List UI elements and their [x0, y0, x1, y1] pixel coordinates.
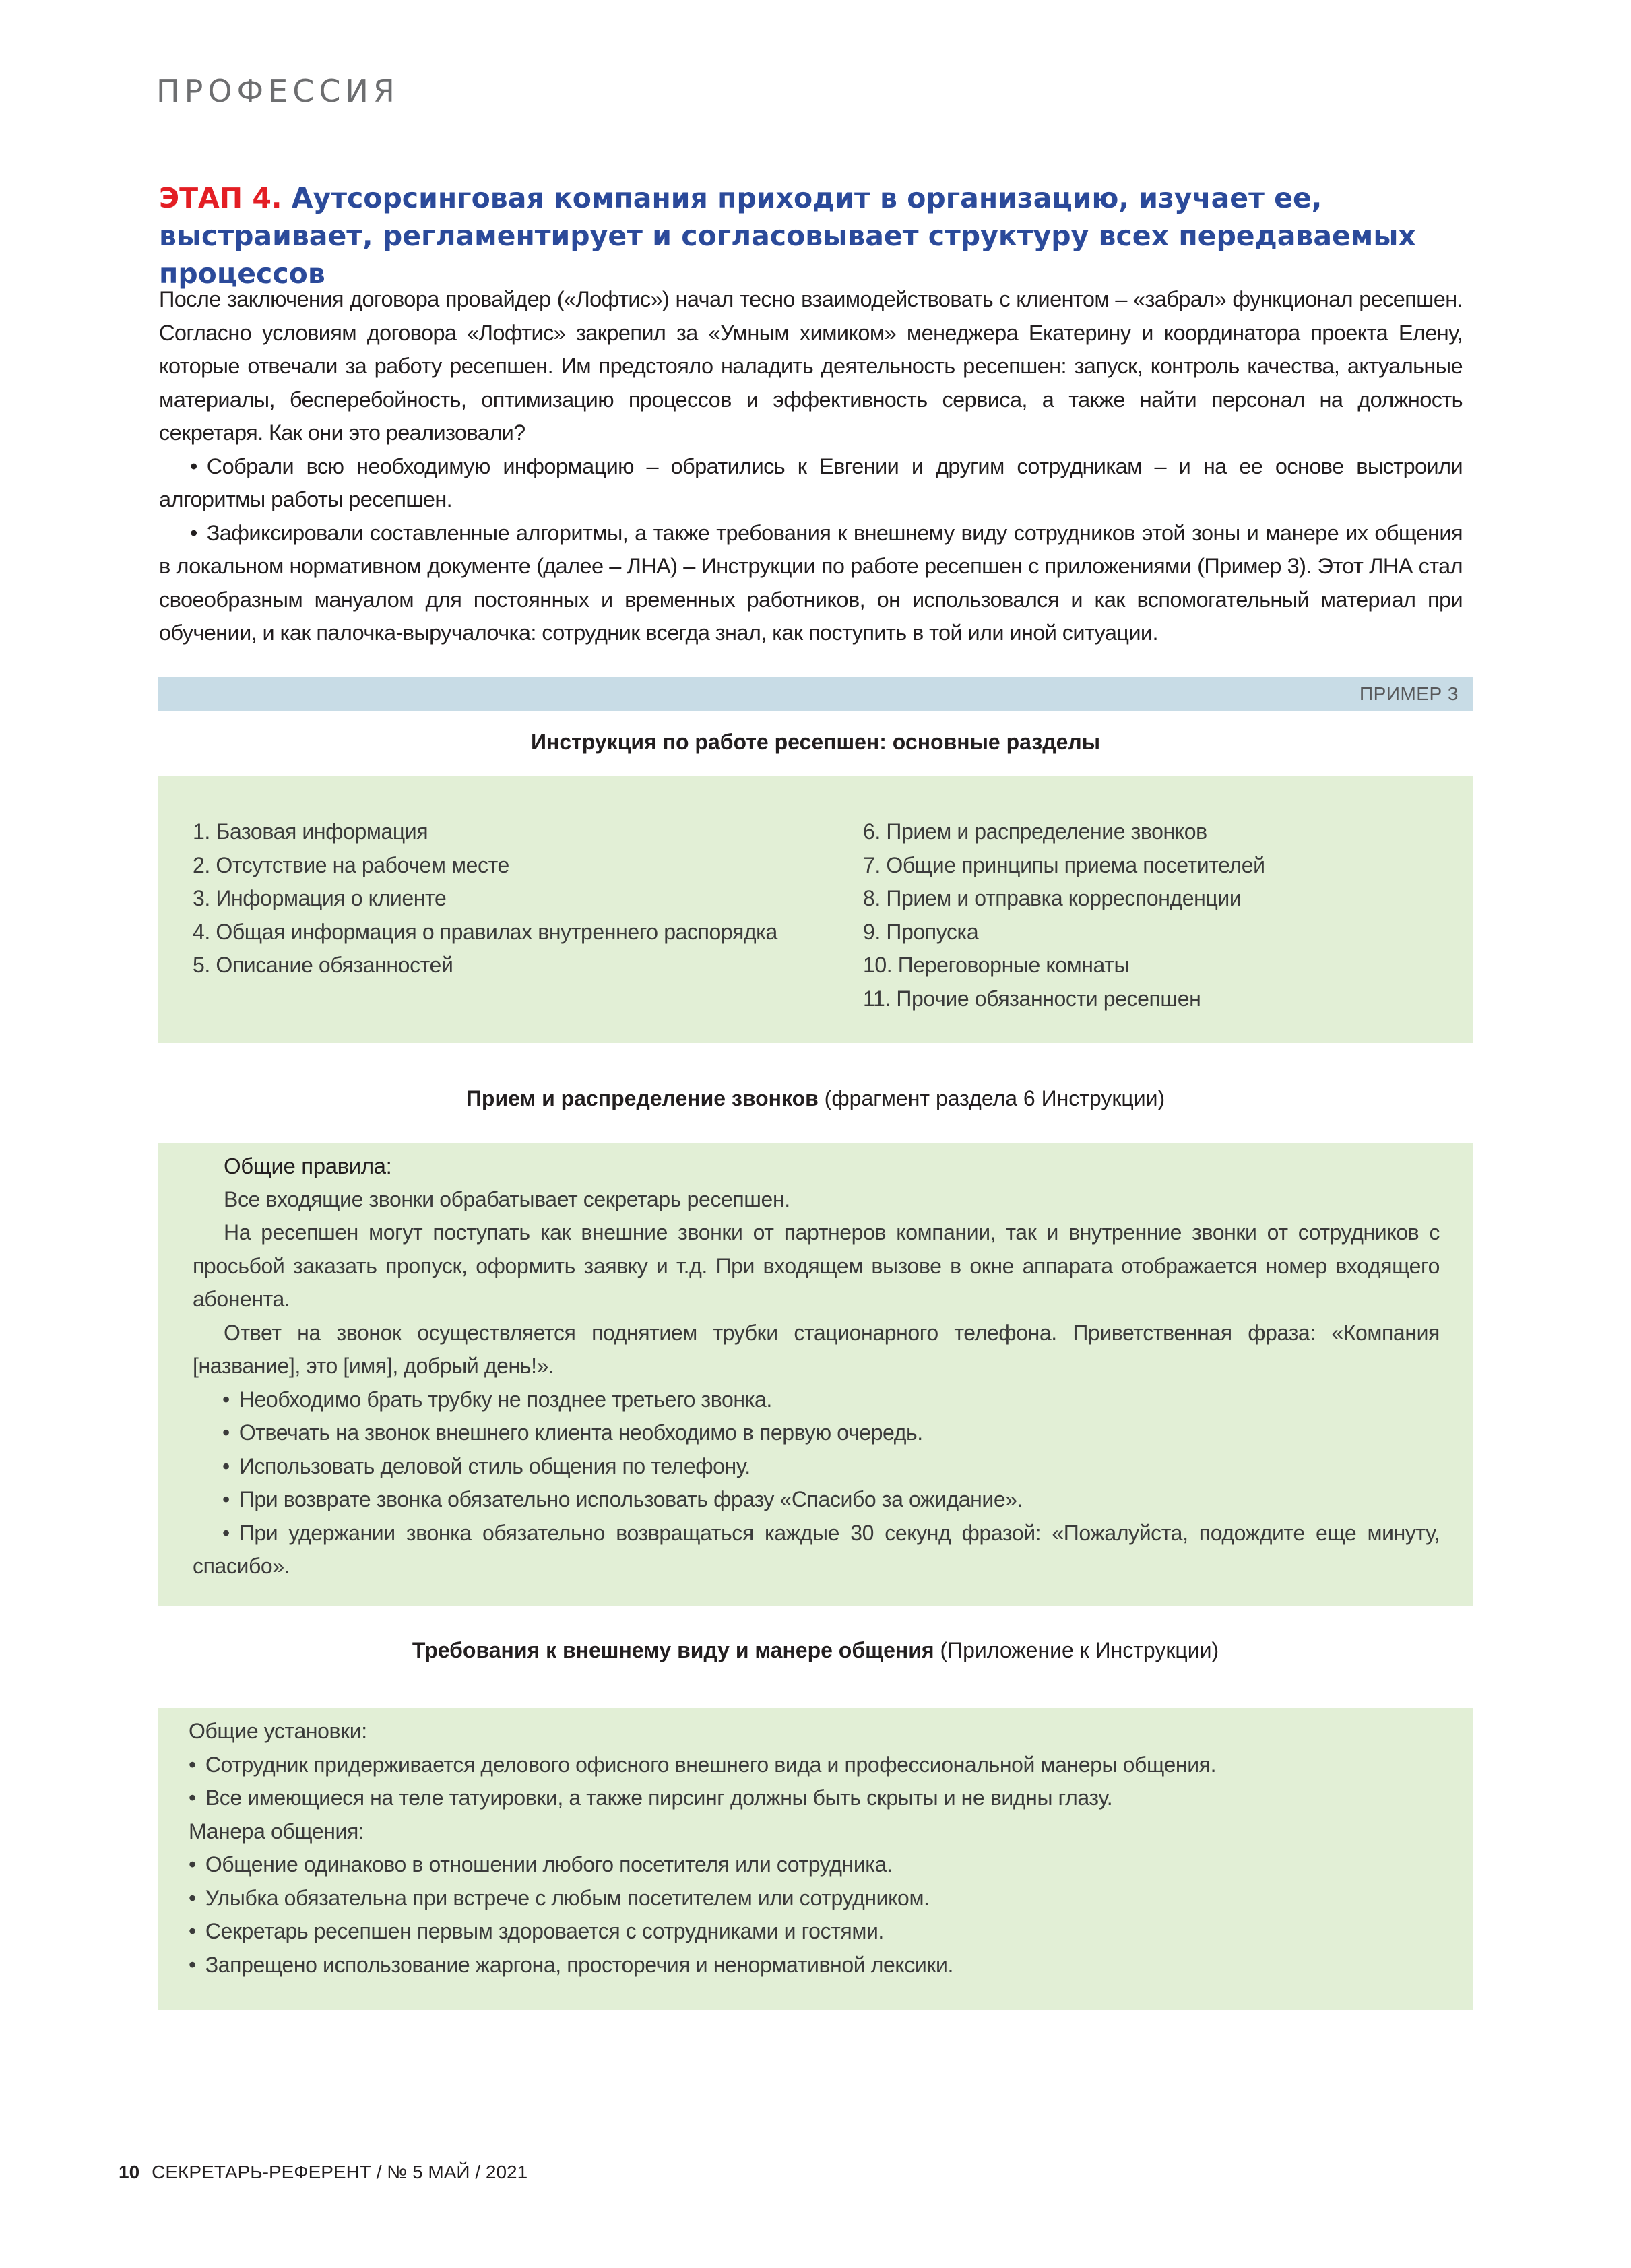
toc-box — [158, 776, 1473, 1043]
toc-title: Инструкция по работе ресепшен: основные разделы — [530, 730, 1101, 754]
publication-info: СЕКРЕТАРЬ-РЕФЕРЕНТ / № 5 МАЙ / 2021 — [152, 2162, 528, 2182]
calls-bullet: • Использовать деловой стиль общения по телефону. — [222, 1453, 750, 1478]
bullet-icon: • — [189, 1885, 196, 1910]
bullet-icon: • — [189, 1752, 196, 1777]
calls-bullet: • При удержании звонка обязательно возвращаться каждые 30 секунд фразой: «Пожалуйста, подождите еще минуту, спасибо». — [193, 1520, 1440, 1578]
toc-item: 7. Общие принципы приема посетителей — [863, 852, 1265, 877]
example-label: ПРИМЕР 3 — [1360, 683, 1459, 704]
intro-text — [159, 283, 1463, 650]
toc-item: 4. Общая информация о правилах внутреннего распорядка — [193, 919, 777, 944]
toc-item: 11. Прочие обязанности ресепшен — [863, 986, 1201, 1011]
bullet-icon: • — [222, 1387, 230, 1412]
toc-item: 10. Переговорные комнаты — [863, 953, 1130, 977]
calls-paragraph: На ресепшен могут поступать как внешние звонки от партнеров компании, так и внутренние звонки от сотрудников с просьбой заказать пропуск, оформить заявку и т.д. При входящем вызове в окне аппарата отображается номер входящего абонента. — [193, 1220, 1440, 1311]
calls-title: Прием и распределение звонков (фрагмент раздела 6 Инструкции) — [466, 1086, 1165, 1110]
page-footer — [119, 2162, 527, 2183]
section-label: ПРОФЕССИЯ — [156, 73, 399, 109]
intro-bullet: • Зафиксировали составленные алгоритмы, а также требования к внешнему виду сотрудников этой зоны и манере их общения в локальном нормативном документе (далее – ЛНА) – Инструкции по работе ресепшен с приложениями (Пример 3). Этот ЛНА стал своеобразным мануалом для постоянных и временных работников, он использовался и как вспомогательный материал при обучении, и как палочка-выручалочка: сотрудник всегда знал, как поступить в той или иной ситуации. — [159, 520, 1463, 645]
appearance-bullet: • Сотрудник придерживается делового офисного внешнего вида и профессиональной манеры общения. — [189, 1752, 1217, 1777]
toc-item: 9. Пропуска — [863, 919, 979, 944]
appearance-manner-heading: Манера общения: — [189, 1819, 364, 1844]
calls-paragraph: Ответ на звонок осуществляется поднятием трубки стационарного телефона. Приветственная фраза: «Компания [название], это [имя], добрый день!». — [193, 1320, 1440, 1378]
toc-item: 8. Прием и отправка корреспонденции — [863, 886, 1242, 910]
appearance-general-heading: Общие установки: — [189, 1719, 367, 1743]
appearance-bullet: • Запрещено использование жаргона, просторечия и ненормативной лексики. — [189, 1952, 953, 1977]
bullet-icon: • — [222, 1520, 230, 1545]
toc-item: 3. Информация о клиенте — [193, 886, 447, 910]
toc-item: 6. Прием и распределение звонков — [863, 819, 1207, 844]
appearance-title: Требования к внешнему виду и манере общения (Приложение к Инструкции) — [412, 1638, 1219, 1662]
appearance-bullet: • Секретарь ресепшен первым здоровается с сотрудниками и гостями. — [189, 1919, 884, 1943]
calls-paragraph: Все входящие звонки обрабатывает секретарь ресепшен. — [224, 1187, 790, 1211]
bullet-icon: • — [222, 1453, 230, 1478]
bullet-icon: • — [189, 1852, 196, 1877]
stage-title: Аутсорсинговая компания приходит в организацию, изучает ее, выстраивает, регламентирует и согласовывает структуру всех передаваемых процессов — [159, 182, 1416, 290]
calls-subheading: Общие правила: — [224, 1154, 392, 1178]
bullet-icon: • — [222, 1487, 230, 1511]
calls-box — [158, 1143, 1473, 1606]
bullet-icon: • — [189, 1952, 196, 1977]
bullet-icon: • — [190, 520, 197, 545]
page-number: 10 — [119, 2162, 140, 2182]
calls-bullet: • Отвечать на звонок внешнего клиента необходимо в первую очередь. — [222, 1420, 923, 1445]
toc-left-column — [193, 815, 863, 1043]
stage-number: ЭТАП 4. — [159, 182, 282, 214]
calls-bullet: • Необходимо брать трубку не позднее третьего звонка. — [222, 1387, 772, 1412]
appearance-bullet: • Все имеющиеся на теле татуировки, а также пирсинг должны быть скрыты и не видны глазу. — [189, 1786, 1113, 1810]
intro-bullet: • Собрали всю необходимую информацию – обратились к Евгении и другим сотрудникам – и на ее основе выстроили алгоритмы работы ресепшен. — [159, 453, 1463, 511]
appearance-bullet: • Общение одинаково в отношении любого посетителя или сотрудника. — [189, 1852, 893, 1877]
bullet-icon: • — [190, 453, 197, 478]
intro-paragraph: После заключения договора провайдер («Лофтис») начал тесно взаимодействовать с клиентом – «забрал» функционал ресепшен. Согласно условиям договора «Лофтис» закрепил за «Умным химиком» менеджера Екатерину и координатора проекта Елену, которые отвечали за работу ресепшен. Им предстояло наладить деятельность ресепшен: запуск, контроль качества, актуальные материалы, бесперебойность, оптимизацию процессов и эффективность сервиса, а также найти персонал на должность секретаря. Как они это реализовали? — [159, 287, 1463, 445]
toc-item: 2. Отсутствие на рабочем месте — [193, 852, 509, 877]
toc-right-column — [863, 815, 1469, 1043]
calls-bullet: • При возврате звонка обязательно использовать фразу «Спасибо за ожидание». — [222, 1487, 1023, 1511]
toc-item: 5. Описание обязанностей — [193, 953, 453, 977]
bullet-icon: • — [222, 1420, 230, 1445]
bullet-icon: • — [189, 1786, 196, 1810]
appearance-box — [158, 1708, 1473, 2010]
toc-item: 1. Базовая информация — [193, 819, 428, 844]
bullet-icon: • — [189, 1919, 196, 1943]
example-label-bar — [158, 677, 1473, 711]
appearance-bullet: • Улыбка обязательна при встрече с любым посетителем или сотрудником. — [189, 1885, 930, 1910]
stage-heading — [159, 179, 1439, 292]
